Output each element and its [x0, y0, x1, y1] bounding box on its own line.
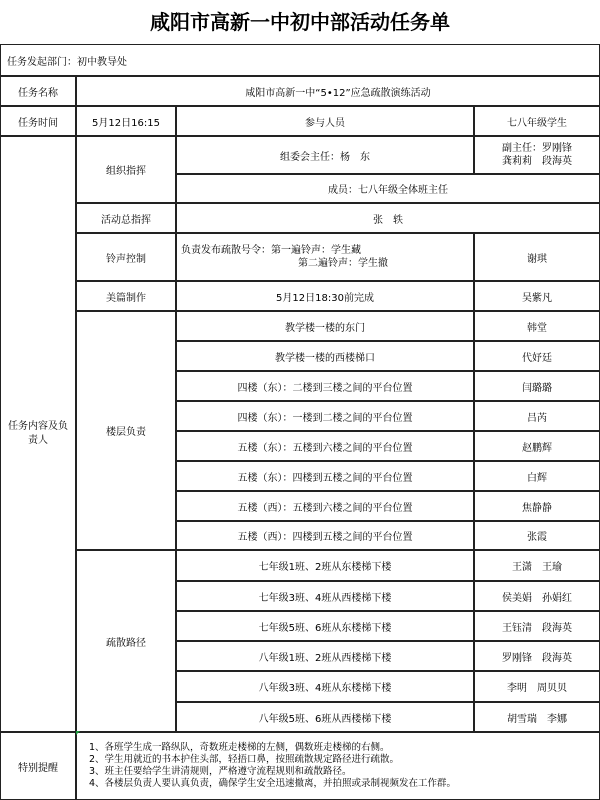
- task-name-label: 任务名称: [0, 76, 76, 106]
- floor-person: 闫璐璐: [474, 371, 600, 401]
- org-deputy: [474, 136, 600, 174]
- bell-line-2: 第二遍铃声：学生撤: [298, 258, 388, 269]
- route-text: 七年级5班、6班从东楼梯下楼: [176, 611, 474, 641]
- route-text: 八年级3班、4班从东楼梯下楼: [176, 671, 474, 702]
- org-label: 组织指挥: [76, 136, 176, 203]
- route-text: 八年级5班、6班从西楼梯下楼: [176, 702, 474, 732]
- floor-place: 教学楼一楼的东门: [176, 311, 474, 341]
- media-label: 美篇制作: [76, 281, 176, 311]
- floor-place: 四楼（东）：二楼到三楼之间的平台位置: [176, 371, 474, 401]
- floor-person: 白辉: [474, 461, 600, 491]
- issuer-row: 任务发起部门：初中教导处: [0, 44, 600, 76]
- task-time-label: 任务时间: [0, 106, 76, 136]
- note-line: 2、学生用就近的书本护住头部，轻捂口鼻，按照疏散规定路径进行疏散。: [89, 754, 400, 765]
- bell-person: 谢琪: [474, 233, 600, 281]
- floor-person: 吕芮: [474, 401, 600, 431]
- org-members: 成员：七八年级全体班主任: [176, 174, 600, 203]
- bell-instructions: [176, 233, 474, 281]
- floor-place: 五楼（东）：四楼到五楼之间的平台位置: [176, 461, 474, 491]
- media-task: 5月12日18:30前完成: [176, 281, 474, 311]
- commander-name: 张 轶: [176, 203, 600, 233]
- bell-line-1: 负责发布疏散号令：第一遍铃声：学生藏: [181, 245, 361, 256]
- route-person: 王钰清 段海英: [474, 611, 600, 641]
- routes-label: 疏散路径: [76, 550, 176, 732]
- media-person: 吴紫凡: [474, 281, 600, 311]
- cell-comment-marker: [76, 731, 80, 735]
- route-text: 七年级3班、4班从西楼梯下楼: [176, 581, 474, 611]
- content-label: 任务内容及负责人: [0, 136, 76, 732]
- org-deputy-line: 副主任：罗刚锋: [502, 143, 572, 154]
- participants-label: 参与人员: [176, 106, 474, 136]
- notes-label: 特别提醒: [0, 732, 76, 800]
- floor-person: 代妤廷: [474, 341, 600, 371]
- floor-person: 焦静静: [474, 491, 600, 521]
- floor-person: 赵鹏辉: [474, 431, 600, 461]
- commander-label: 活动总指挥: [76, 203, 176, 233]
- route-person: 侯美娟 孙娟红: [474, 581, 600, 611]
- route-person: 罗刚锋 段海英: [474, 641, 600, 671]
- floor-person: 韩堂: [474, 311, 600, 341]
- floor-place: 五楼（东）：五楼到六楼之间的平台位置: [176, 431, 474, 461]
- participants-value: 七八年级学生: [474, 106, 600, 136]
- notes-content: [76, 732, 600, 800]
- route-text: 七年级1班、2班从东楼梯下楼: [176, 550, 474, 581]
- route-person: 王潇 王瑜: [474, 550, 600, 581]
- task-name-value: 咸阳市高新一中“5•12”应急疏散演练活动: [76, 76, 600, 106]
- page-title: 咸阳市高新一中初中部活动任务单: [150, 10, 450, 34]
- note-line: 3、班主任要给学生讲清规则，严格遵守流程规则和疏散路径。: [89, 766, 352, 777]
- floor-place: 四楼（东）：一楼到二楼之间的平台位置: [176, 401, 474, 431]
- floors-label: 楼层负责: [76, 311, 176, 550]
- note-line: 4、各楼层负责人要认真负责，确保学生安全迅速撤离，并拍照或录制视频发在工作群。: [89, 778, 457, 789]
- floor-person: 张霞: [474, 521, 600, 550]
- org-chair: 组委会主任：杨 东: [176, 136, 474, 174]
- route-person: 李明 周贝贝: [474, 671, 600, 702]
- floor-place: 教学楼一楼的西楼梯口: [176, 341, 474, 371]
- task-time-value: 5月12日16:15: [76, 106, 176, 136]
- floor-place: 五楼（西）：五楼到六楼之间的平台位置: [176, 491, 474, 521]
- org-deputy-line: 龚莉莉 段海英: [502, 156, 572, 167]
- note-line: 1、各班学生成一路纵队，奇数班走楼梯的左侧，偶数班走楼梯的右侧。: [89, 742, 390, 753]
- floor-place: 五楼（西）：四楼到五楼之间的平台位置: [176, 521, 474, 550]
- route-text: 八年级1班、2班从西楼梯下楼: [176, 641, 474, 671]
- bell-label: 铃声控制: [76, 233, 176, 281]
- route-person: 胡雪瑞 李娜: [474, 702, 600, 732]
